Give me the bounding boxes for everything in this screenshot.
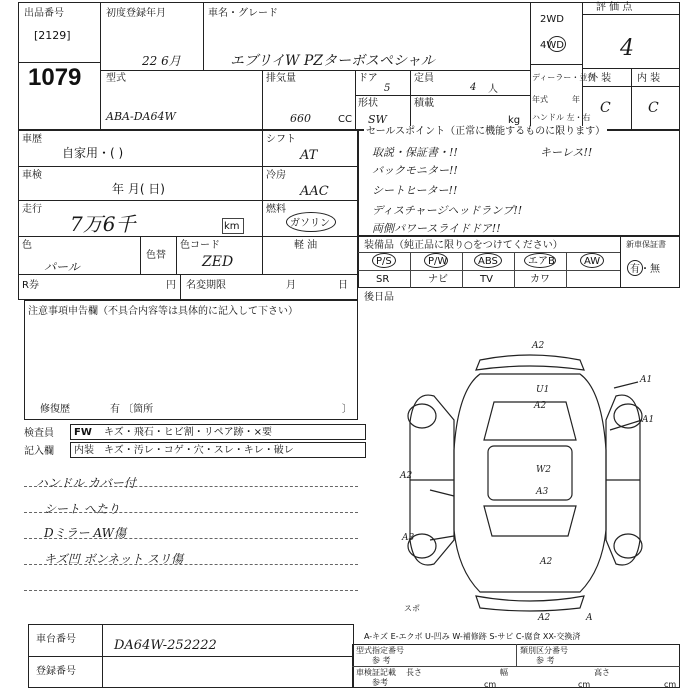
width-label: 幅: [500, 668, 508, 677]
spoiler-label: スポ: [404, 604, 420, 613]
damage-mark: A1: [640, 375, 653, 385]
damage-mark: A3: [402, 533, 415, 543]
divider: [203, 2, 204, 70]
equip-abs: ABS: [478, 256, 498, 267]
equipment-label: 装備品（純正品に限り○をつけてください）: [364, 240, 563, 251]
displacement-value: 660: [290, 112, 311, 125]
equip-circle: [424, 253, 448, 268]
inspector-label: 検査員: [24, 428, 54, 439]
warranty-selected-circle: [627, 260, 643, 276]
mileage-label: 走行: [22, 204, 42, 215]
divider: [140, 236, 141, 274]
divider: [410, 252, 411, 288]
equip-circle: [474, 253, 502, 268]
car-diagram: [370, 330, 680, 630]
height-unit: cm: [664, 680, 677, 689]
notes-frame: [24, 300, 358, 420]
fuel-gas: ガソリン: [290, 218, 330, 229]
chassis-label: 車台番号: [36, 634, 76, 645]
equip-circle: [524, 253, 556, 268]
equip-aw: AW: [584, 256, 601, 267]
recycle-label: R券: [22, 280, 39, 291]
expiry-day: 日: [338, 280, 348, 291]
divider: [582, 14, 680, 15]
interior-label: 内装: [74, 445, 94, 456]
divider: [262, 166, 358, 167]
divider: [100, 70, 530, 71]
equip-circle: [372, 253, 396, 268]
first-reg-value: 22 6月: [142, 54, 181, 68]
damage-mark: A: [586, 613, 593, 623]
shape-value: SW: [368, 113, 387, 126]
color-code-label: 色コード: [180, 240, 220, 251]
sales-point-2: バックモニター!!: [372, 164, 458, 177]
fuel-label: 燃料: [266, 204, 286, 215]
damage-mark: A2: [538, 613, 551, 623]
remark-1: ハンドル カバー付: [36, 476, 136, 490]
remark-3: Dミラー AW傷: [44, 526, 126, 540]
category-label: 類別区分番号: [520, 646, 568, 655]
divider: [631, 68, 632, 130]
damage-mark: A2: [534, 401, 547, 411]
divider: [462, 252, 463, 288]
recycle-unit: 円: [166, 280, 176, 291]
divider: [620, 236, 621, 288]
mileage-value: 7万6千: [70, 212, 136, 236]
shift-label: シフト: [266, 134, 296, 145]
interior-label: 内 装: [637, 73, 661, 84]
divider: [262, 70, 263, 130]
sales-point-4: ディスチャージヘッドランプ!!: [372, 204, 523, 217]
score-value: 4: [620, 36, 634, 61]
divider: [176, 236, 177, 274]
divider: [530, 64, 582, 65]
lot-label: 出品番号: [24, 8, 64, 19]
sales-point-5: 両側パワースライドドア!!: [372, 222, 501, 235]
divider: [352, 666, 680, 667]
car-name-value: エブリイW PZターボスペシャル: [230, 53, 435, 69]
sales-points-label: セールスポイント（正常に機能するものに限ります）: [366, 126, 606, 137]
equip-circle: [580, 253, 604, 268]
remark-4: キズ凹 ボンネット スリ傷: [44, 552, 184, 566]
inspection-value: 年 月( 日): [112, 182, 165, 196]
width-unit: cm: [578, 680, 591, 689]
damage-mark: W2: [536, 465, 551, 475]
displacement-label: 排気量: [266, 73, 296, 84]
repair-value: 有 〔箇所: [110, 404, 154, 415]
inspector-code: FW: [74, 427, 92, 438]
designation-label: 型式指定番号: [356, 646, 404, 655]
mileage-unit: km: [224, 221, 240, 232]
door-label: ドア: [358, 73, 378, 84]
divider: [18, 200, 262, 201]
model-value: ABA-DA64W: [106, 110, 176, 123]
ac-label: 冷房: [266, 170, 286, 181]
divider: [516, 644, 517, 666]
drive-4wd: 4WD: [540, 40, 564, 51]
defect-row-2: キズ・汚レ・コゲ・穴・スレ・キレ・破レ: [104, 445, 294, 456]
expiry-label: 名変期限: [186, 280, 226, 291]
category-ref: 参 考: [536, 656, 555, 665]
handle-label: ハンドル 左・右: [532, 113, 591, 122]
warranty-value: 有・無: [630, 264, 660, 275]
reg-label: 登録番号: [36, 666, 76, 677]
inspection-label: 車検: [22, 170, 42, 181]
cert-label: 車検証記載: [356, 668, 396, 677]
shape-label: 形状: [358, 98, 378, 109]
defect-row-1: キズ・飛石・ヒビ割・リペア跡・×要: [104, 427, 272, 438]
damage-mark: A2: [532, 341, 545, 351]
equip-sr: SR: [376, 274, 390, 285]
equip-navi: ナビ: [428, 274, 448, 285]
repair-label: 修復歴: [40, 404, 70, 415]
notes-label: 注意事項申告欄（不具合内容等は具体的に記入して下さい）: [28, 306, 298, 317]
damage-mark: U1: [536, 385, 550, 395]
load-unit: kg: [508, 115, 521, 126]
lot-code: [2129]: [34, 29, 71, 42]
shift-value: AT: [300, 148, 318, 163]
divider: [18, 62, 100, 63]
color-label: 色: [22, 240, 32, 251]
load-label: 積載: [414, 98, 434, 109]
sales-point-3: シートヒーター!!: [372, 184, 458, 197]
divider: [28, 656, 354, 657]
color-code-value: ZED: [202, 254, 234, 270]
legend: A-キズ E-エクボ U-凹み W-補修跡 S-サビ C-腐食 XX-交換済: [364, 632, 581, 641]
drive-selected-circle: [548, 36, 566, 52]
height-label: 高さ: [594, 668, 610, 677]
expiry-month: 月: [286, 280, 296, 291]
history-value: 自家用・( ): [62, 146, 124, 160]
divider: [262, 200, 358, 201]
first-reg-label: 初度登録年月: [106, 8, 166, 19]
divider: [100, 2, 101, 130]
divider: [18, 236, 358, 237]
divider: [566, 252, 567, 288]
equip-tv: TV: [480, 274, 493, 285]
sales-point-extra: キーレス!!: [540, 146, 593, 159]
chassis-value: DA64W-252222: [114, 638, 217, 653]
after-sale-label: 後日品: [364, 292, 394, 303]
divider: [530, 2, 531, 130]
divider: [102, 624, 103, 688]
exterior-grade: C: [600, 100, 611, 116]
drive-2wd: 2WD: [540, 14, 564, 25]
car-name-label: 車名・グレード: [208, 8, 278, 19]
damage-mark: A3: [536, 487, 549, 497]
repair-close: 〕: [342, 404, 352, 415]
warranty-label: 新車保証書: [626, 240, 666, 249]
capacity-label: 定員: [414, 73, 434, 84]
model-year-label: 年式: [532, 95, 548, 104]
divider: [262, 130, 263, 274]
ac-value: AAC: [300, 184, 329, 199]
divider: [514, 252, 515, 288]
divider: [18, 166, 262, 167]
remark-2: シート へたり: [44, 502, 120, 516]
exterior-label: 外 装: [588, 73, 612, 84]
divider: [355, 95, 530, 96]
damage-mark: A1: [642, 415, 655, 425]
history-label: 車歴: [22, 134, 42, 145]
equip-pw: P/W: [428, 256, 448, 267]
divider: [355, 70, 356, 130]
capacity-value: 4: [470, 82, 477, 93]
door-value: 5: [384, 83, 391, 94]
score-label: 評 価 点: [596, 2, 633, 13]
fuel-selected-circle: [286, 212, 336, 232]
capacity-unit: 人: [488, 84, 498, 95]
displacement-unit: CC: [338, 114, 352, 125]
equip-leather: カワ: [530, 274, 550, 285]
fuel-diesel: 軽 油: [294, 240, 318, 251]
sales-point-1: 取説・保証書・!!: [372, 146, 458, 159]
dealer-label: ディーラー・並行: [532, 73, 596, 82]
divider: [582, 2, 583, 130]
divider: [358, 270, 620, 271]
model-label: 型式: [106, 73, 126, 84]
divider: [180, 274, 181, 300]
color-value: パール: [44, 260, 80, 274]
damage-mark: A2: [540, 557, 553, 567]
remark-line: [24, 590, 358, 591]
cert-ref: 参考: [372, 678, 388, 687]
length-unit: cm: [484, 680, 497, 689]
color-change-label: 色替: [146, 250, 166, 261]
divider: [410, 70, 411, 130]
equip-ps: P/S: [376, 256, 392, 267]
entry-label: 記入欄: [24, 446, 54, 457]
year-unit: 年: [572, 95, 580, 104]
lot-number: 1079: [28, 64, 82, 91]
equip-airbag: エアB: [528, 256, 555, 267]
length-label: 長さ: [406, 668, 422, 677]
interior-grade: C: [648, 100, 659, 116]
designation-ref: 参 考: [372, 656, 391, 665]
damage-mark: A2: [400, 471, 413, 481]
